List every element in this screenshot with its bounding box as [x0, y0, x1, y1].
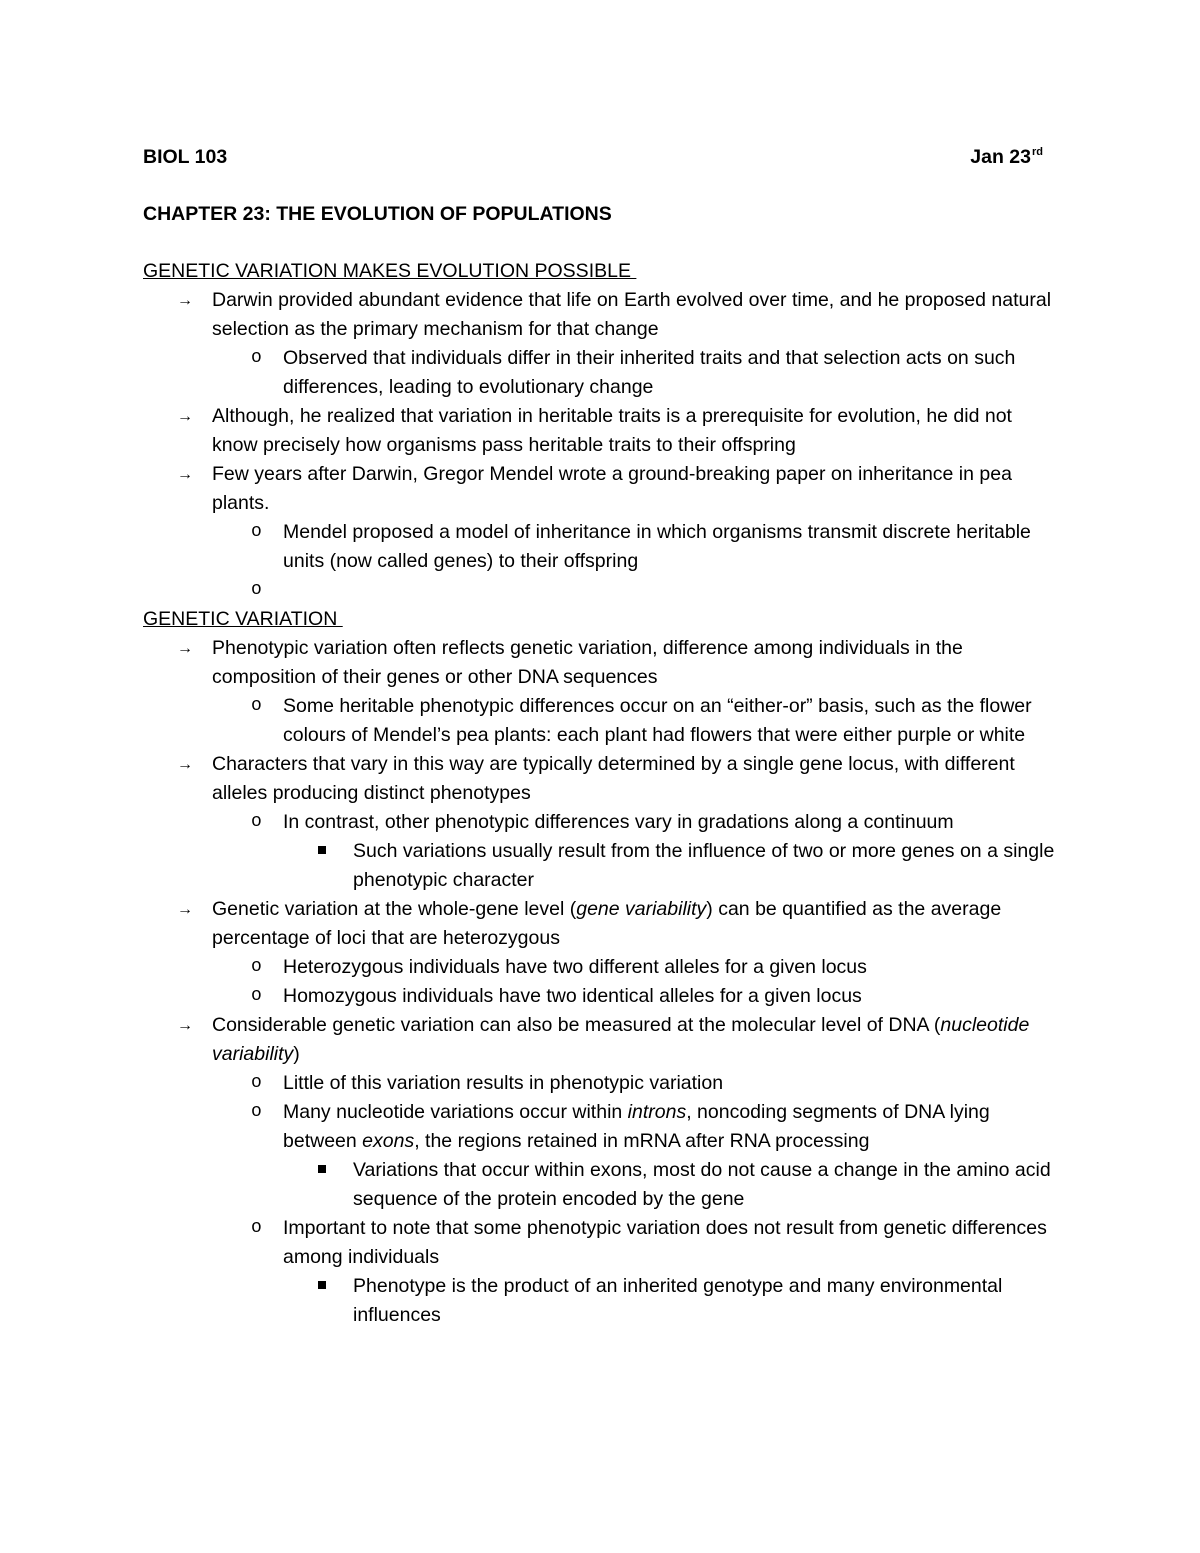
date-suffix: rd [1032, 146, 1043, 158]
list-item [143, 1214, 1063, 1272]
list-item-text: Mendel proposed a model of inheritance in which organisms transmit discrete heritable units (now called genes) to their offspring [283, 521, 1031, 572]
circle-bullet-icon: o [251, 580, 262, 600]
list-item [143, 982, 1063, 1011]
arrow-bullet-icon: → [177, 640, 193, 657]
list-item [143, 1272, 1063, 1330]
list-item-empty [143, 576, 1063, 605]
list-item [143, 808, 1063, 837]
square-bullet-icon [318, 837, 326, 866]
circle-bullet-icon: o [251, 522, 262, 542]
list-item [143, 518, 1063, 576]
list-item-text: Phenotypic variation often reflects genetic variation, difference among individuals in the composition of their genes or other DNA sequences [212, 637, 963, 688]
list-item [143, 895, 1062, 953]
arrow-bullet-icon: → [177, 408, 193, 425]
list-item [143, 1069, 1063, 1098]
list-item [143, 344, 1063, 402]
list-item-text: Some heritable phenotypic differences occur on an “either-or” basis, such as the flower colours of Mendel’s pea plants: each plant had flowers that were either purple or white [283, 695, 1032, 746]
section-heading: GENETIC VARIATION MAKES EVOLUTION POSSIBLE [143, 260, 637, 282]
list-item-text: Homozygous individuals have two identical alleles for a given locus [283, 985, 862, 1007]
section-heading: GENETIC VARIATION [143, 608, 343, 630]
arrow-bullet-icon: → [177, 756, 193, 773]
list-item-text: Genetic variation at the whole-gene level (gene variability) can be quantified as the average percentage of loci that are heterozygous [212, 898, 1002, 949]
list-item [143, 953, 1063, 982]
arrow-bullet-icon: → [177, 292, 193, 309]
list-item-text: Darwin provided abundant evidence that life on Earth evolved over time, and he proposed natural selection as the primary mechanism for that change [212, 289, 1052, 340]
lecture-date [970, 146, 1043, 169]
list-item-text: Observed that individuals differ in their inherited traits and that selection acts on such differences, leading to evolutionary change [283, 347, 1016, 398]
circle-bullet-icon: o [251, 986, 262, 1006]
list-item [143, 692, 1063, 750]
circle-bullet-icon: o [251, 812, 262, 832]
list-item [143, 402, 1062, 460]
chapter-title: CHAPTER 23: THE EVOLUTION OF POPULATIONS [143, 203, 612, 225]
emphasis-term: gene variability [576, 898, 707, 920]
arrow-bullet-icon: → [177, 901, 193, 918]
circle-bullet-icon: o [251, 1102, 262, 1122]
list-item-text: Important to note that some phenotypic variation does not result from genetic differences among individuals [283, 1217, 1047, 1268]
date-main: Jan 23 [970, 146, 1031, 168]
list-item [143, 1098, 1063, 1156]
course-code: BIOL 103 [143, 146, 228, 168]
list-item-text: Although, he realized that variation in heritable traits is a prerequisite for evolution, he did not know precisely how organisms pass heritable traits to their offspring [212, 405, 1012, 456]
emphasis-term: introns [627, 1101, 687, 1123]
list-item-text: Variations that occur within exons, most do not cause a change in the amino acid sequence of the protein encoded by the gene [353, 1159, 1051, 1210]
circle-bullet-icon: o [251, 696, 262, 716]
circle-bullet-icon: o [251, 1073, 262, 1093]
header-row [143, 143, 1043, 172]
circle-bullet-icon: o [251, 957, 262, 977]
circle-bullet-icon: o [251, 1218, 262, 1238]
notes-body [143, 257, 1073, 1330]
square-bullet-icon [318, 1272, 326, 1301]
list-item-text: Characters that vary in this way are typically determined by a single gene locus, with different alleles producing distinct phenotypes [212, 753, 1015, 804]
list-item-text: Phenotype is the product of an inherited genotype and many environmental influences [353, 1275, 1003, 1326]
list-item-text: Heterozygous individuals have two different alleles for a given locus [283, 956, 867, 978]
list-item [143, 750, 1062, 808]
list-item-text: Few years after Darwin, Gregor Mendel wrote a ground-breaking paper on inheritance in pea plants. [212, 463, 1012, 514]
list-item [143, 460, 1062, 518]
list-item [143, 837, 1063, 895]
list-item-text: Considerable genetic variation can also be measured at the molecular level of DNA (nucleotide variability) [212, 1014, 1030, 1065]
list-item-text: In contrast, other phenotypic differences vary in gradations along a continuum [283, 811, 954, 833]
square-bullet-icon [318, 1156, 326, 1185]
list-item-text: Such variations usually result from the influence of two or more genes on a single phenotypic character [353, 840, 1055, 891]
emphasis-term: exons [362, 1130, 415, 1152]
arrow-bullet-icon: → [177, 1017, 193, 1034]
circle-bullet-icon: o [251, 348, 262, 368]
list-item [143, 634, 1062, 692]
list-item [143, 286, 1062, 344]
emphasis-term: nucleotide variability [212, 1014, 1030, 1065]
list-item [143, 1011, 1062, 1069]
arrow-bullet-icon: → [177, 466, 193, 483]
list-item-text: Little of this variation results in phenotypic variation [283, 1072, 724, 1094]
list-item-text: Many nucleotide variations occur within introns, noncoding segments of DNA lying between exons, the regions retained in mRNA after RNA processing [283, 1101, 990, 1152]
list-item [143, 1156, 1063, 1214]
